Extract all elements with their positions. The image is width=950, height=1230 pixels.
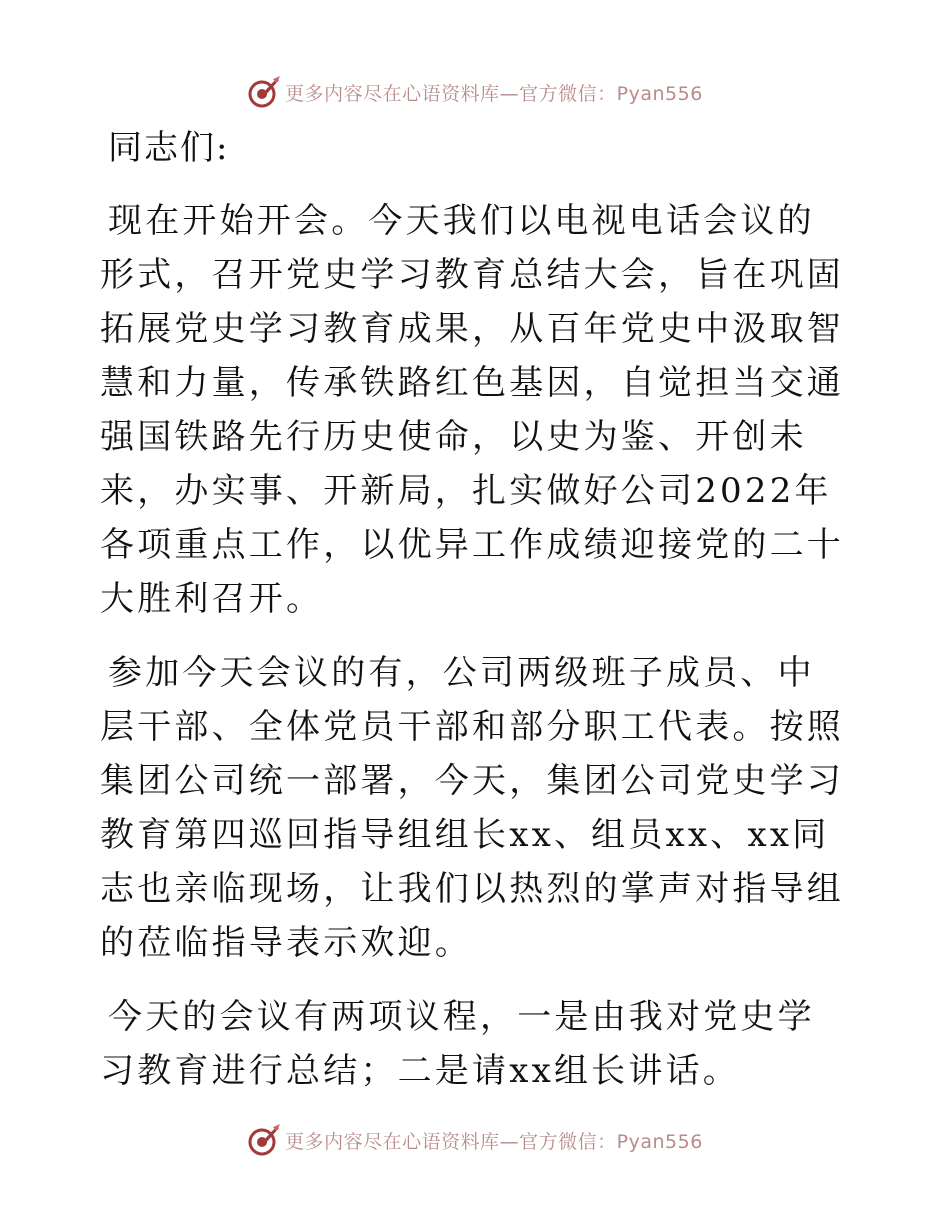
document-body bbox=[100, 122, 850, 1118]
watermark-text: 更多内容尽在心语资料库—官方微信：Pyan556 bbox=[285, 82, 703, 105]
quill-logo-icon bbox=[247, 1123, 281, 1157]
quill-logo-icon bbox=[247, 75, 281, 109]
salutation: 同志们: bbox=[108, 128, 230, 168]
footer-watermark bbox=[0, 1120, 950, 1160]
watermark-text: 更多内容尽在心语资料库—官方微信：Pyan556 bbox=[285, 1130, 703, 1153]
paragraph-attendees: 参加今天会议的有，公司两级班子成员、中层干部、全体党员干部和部分职工代表。按照集团公司统一部署，今天，集团公司党史学习教育第四巡回指导组组长xx、组员xx、xx同志也亲临现场，让我们以热烈的掌声对指导组的莅临指导表示欢迎。 bbox=[100, 653, 844, 963]
paragraph-agenda: 今天的会议有两项议程，一是由我对党史学习教育进行总结；二是请xx组长讲话。 bbox=[100, 997, 815, 1091]
paragraph-opening: 现在开始开会。今天我们以电视电话会议的形式，召开党史学习教育总结大会，旨在巩固拓展党史学习教育成果，从百年党史中汲取智慧和力量，传承铁路红色基因，自觉担当交通强国铁路先行历史使命，以史为鉴、开创未来，办实事、开新局，扎实做好公司2022年各项重点工作，以优异工作成绩迎接党的二十大胜利召开。 bbox=[100, 201, 844, 619]
header-watermark bbox=[0, 72, 950, 112]
